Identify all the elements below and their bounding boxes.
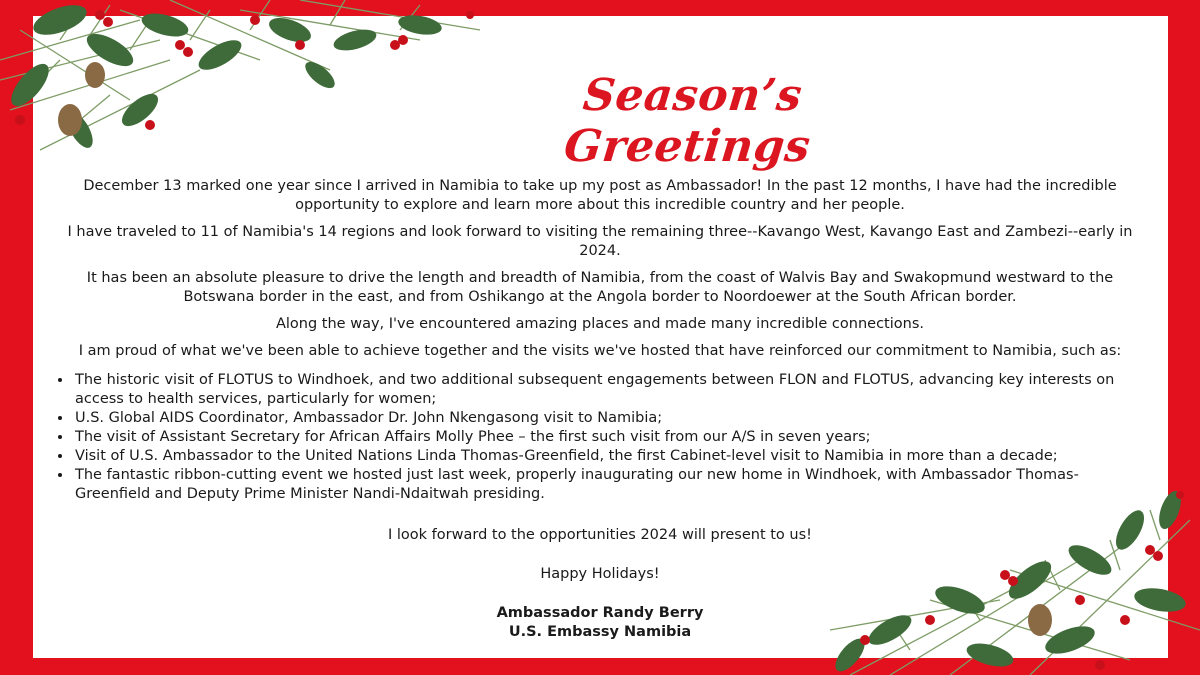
paragraph-achievements: I am proud of what we've been able to achieve together and the visits we've hosted that have reinforced our commitment to Namibia, such as: <box>78 343 1122 359</box>
paragraph-anniversary: December 13 marked one year since I arrived in Namibia to take up my post as Ambassador! In the past 12 months, I have had the incredible opportunity to explore and learn more about this incredible country and her people. <box>83 178 1117 213</box>
signature <box>55 604 1145 642</box>
list-item: • The visit of Assistant Secretary for African Affairs Molly Phee – the first such visit from our A/S in seven years; <box>73 428 1145 447</box>
closing-section <box>55 526 1145 584</box>
list-item: • The historic visit of FLOTUS to Windhoek, and two additional subsequent engagements between FLON and FLOTUS, advancing key interests on access to health services, particularly for women; <box>73 371 1145 409</box>
holiday-wish: Happy Holidays! <box>540 566 660 582</box>
paragraph-regions: I have traveled to 11 of Namibia's 14 regions and look forward to visiting the remaining three--Kavango West, Kavango East and Zambezi--early in 2024. <box>67 224 1133 259</box>
holly-garland-top-left-icon <box>0 0 500 160</box>
signature-org: U.S. Embassy Namibia <box>508 624 692 640</box>
list-item: • The fantastic ribbon-cutting event we hosted just last week, properly inaugurating our new home in Windhoek, with Ambassador Thomas-Greenfield and Deputy Prime Minister Nandi-Ndaitwah presiding. <box>73 466 1145 504</box>
signature-name: Ambassador Randy Berry <box>496 605 704 621</box>
visits-list <box>55 371 1145 504</box>
list-item: • Visit of U.S. Ambassador to the United Nations Linda Thomas-Greenfield, the first Cabinet-level visit to Namibia in more than a decade; <box>73 447 1145 466</box>
greeting-title: Season’s Greetings <box>561 70 813 172</box>
paragraph-travel: It has been an absolute pleasure to drive the length and breadth of Namibia, from the coast of Walvis Bay and Swakopmund westward to the Botswana border in the east, and from Oshikango at the Angola border to Noordoewer at the South African border. <box>86 270 1114 305</box>
closing-line: I look forward to the opportunities 2024 will present to us! <box>388 527 812 543</box>
paragraph-connections: Along the way, I've encountered amazing places and made many incredible connections. <box>275 316 924 332</box>
list-item: • U.S. Global AIDS Coordinator, Ambassador Dr. John Nkengasong visit to Namibia; <box>73 409 1145 428</box>
letter-body <box>55 177 1145 642</box>
